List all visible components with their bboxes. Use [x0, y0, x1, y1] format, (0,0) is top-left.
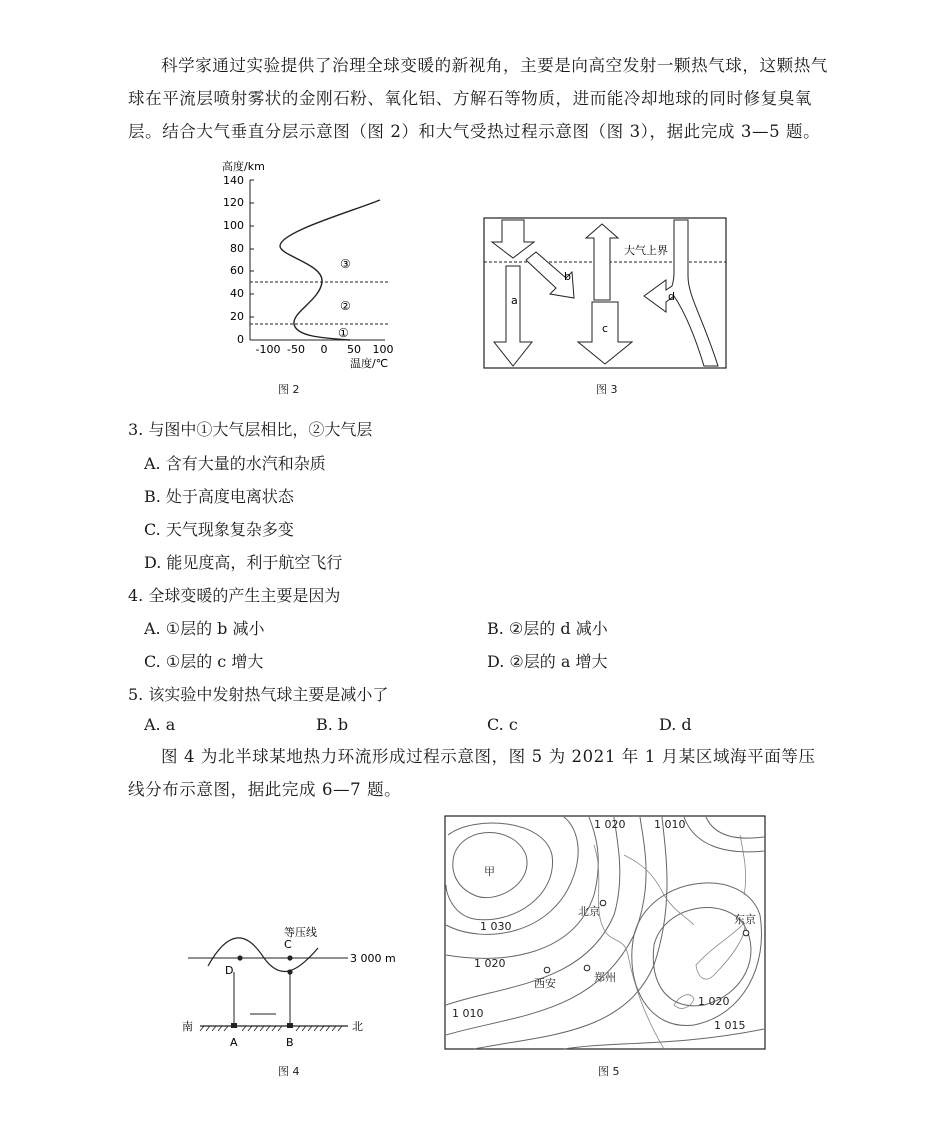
q4-option-d: D. ②层的 a 增大	[487, 652, 608, 671]
y-tick: 20	[230, 310, 244, 323]
q5-option-a: A. a	[144, 715, 176, 734]
isobar-label-1030: 1 030	[480, 920, 512, 933]
isobar-label-1015: 1 015	[714, 1019, 746, 1032]
q5-option-b: B. b	[316, 715, 349, 734]
arrow-a	[494, 266, 532, 366]
layer-label-3: ③	[340, 257, 351, 271]
arrow-label-b: b	[564, 270, 571, 283]
q3-option-a: A. 含有大量的水汽和杂质	[144, 454, 326, 473]
place-label-jia: 甲	[484, 865, 495, 878]
q4-option-c: C. ①层的 c 增大	[144, 652, 264, 671]
fig2-y-ticks	[223, 174, 244, 346]
figure-2-caption: 图 2	[278, 383, 300, 396]
altitude-label: 3 000 m	[350, 952, 396, 965]
x-tick: -100	[255, 343, 281, 356]
figure-4-caption: 图 4	[278, 1065, 300, 1078]
y-tick: 120	[223, 196, 244, 209]
y-tick: 140	[223, 174, 244, 187]
arrow-label-d: d	[668, 290, 675, 303]
place-label-beijing: 北京	[578, 905, 600, 918]
boundary-label: 大气上界	[624, 244, 668, 257]
q4-option-a: A. ①层的 b 减小	[144, 619, 265, 638]
point-label-a: A	[230, 1036, 238, 1048]
isobar-label: 等压线	[284, 926, 317, 939]
south-label: 南	[182, 1020, 193, 1033]
x-tick: 100	[372, 343, 394, 356]
y-tick: 60	[230, 264, 244, 277]
q3-option-c: C. 天气现象复杂多变	[144, 520, 294, 539]
isobar-label-1020-right: 1 020	[698, 995, 730, 1008]
figure-3-caption: 图 3	[596, 383, 618, 396]
arrow-label-a: a	[511, 294, 518, 307]
x-tick: -50	[287, 343, 305, 356]
isobar-label-1020-left: 1 020	[474, 957, 506, 970]
intro-paragraph: 科学家通过实验提供了治理全球变暖的新视角，主要是向高空发射一颗热气球，这颗热气球在平流层喷射雾状的金刚石粉、氧化铝、方解石等物质，进而能冷却地球的同时修复臭氧层。结合大气垂直分层示意图（图 2）和大气受热过程示意图（图 3），据此完成 3—5 题。	[128, 56, 828, 141]
figure-4-thermal-circulation	[178, 918, 398, 1048]
place-label-zhengzhou: 郑州	[594, 971, 616, 984]
x-tick: 0	[320, 343, 328, 356]
fig2-ylabel: 高度/km	[222, 160, 265, 173]
isobar-label-1010-left: 1 010	[452, 1007, 484, 1020]
temperature-curve	[280, 200, 380, 340]
isobar-label-1010-top: 1 010	[654, 818, 686, 831]
isobar-label-1020-top: 1 020	[594, 818, 626, 831]
arrow-label-c: c	[602, 322, 609, 335]
fig2-xlabel: 温度/℃	[350, 357, 389, 370]
q3-option-b: B. 处于高度电离状态	[144, 487, 294, 506]
fig2-x-ticks	[256, 343, 394, 356]
figure-5-caption: 图 5	[598, 1065, 620, 1078]
point-label-c: C	[284, 938, 292, 951]
y-tick: 0	[237, 333, 244, 346]
point-label-d: D	[225, 964, 234, 977]
figure-3-heating-diagram	[482, 216, 730, 376]
q5-option-d: D. d	[659, 715, 692, 734]
y-tick: 100	[223, 219, 244, 232]
point-label-b: B	[286, 1036, 294, 1048]
north-label: 北	[352, 1020, 363, 1033]
question-4-stem: 4. 全球变暖的产生主要是因为	[128, 586, 341, 605]
place-label-tokyo: 东京	[734, 913, 756, 926]
figure-5-isobar-map	[444, 815, 768, 1053]
q3-option-d: D. 能见度高，利于航空飞行	[144, 553, 343, 572]
layer-label-1: ①	[338, 326, 349, 340]
layer-label-2: ②	[340, 299, 351, 313]
figure-2-layers-chart	[200, 160, 410, 400]
place-label-xian: 西安	[534, 977, 556, 990]
y-tick: 40	[230, 287, 244, 300]
q4-option-b: B. ②层的 d 减小	[487, 619, 608, 638]
second-paragraph: 图 4 为北半球某地热力环流形成过程示意图，图 5 为 2021 年 1 月某区域海平面等压线分布示意图，据此完成 6—7 题。	[128, 747, 816, 799]
question-3-stem: 3. 与图中①大气层相比，②大气层	[128, 420, 373, 439]
y-tick: 80	[230, 242, 244, 255]
x-tick: 50	[347, 343, 361, 356]
question-5-stem: 5. 该实验中发射热气球主要是减小了	[128, 685, 389, 704]
q5-option-c: C. c	[487, 715, 518, 734]
arrow-d	[644, 220, 718, 366]
